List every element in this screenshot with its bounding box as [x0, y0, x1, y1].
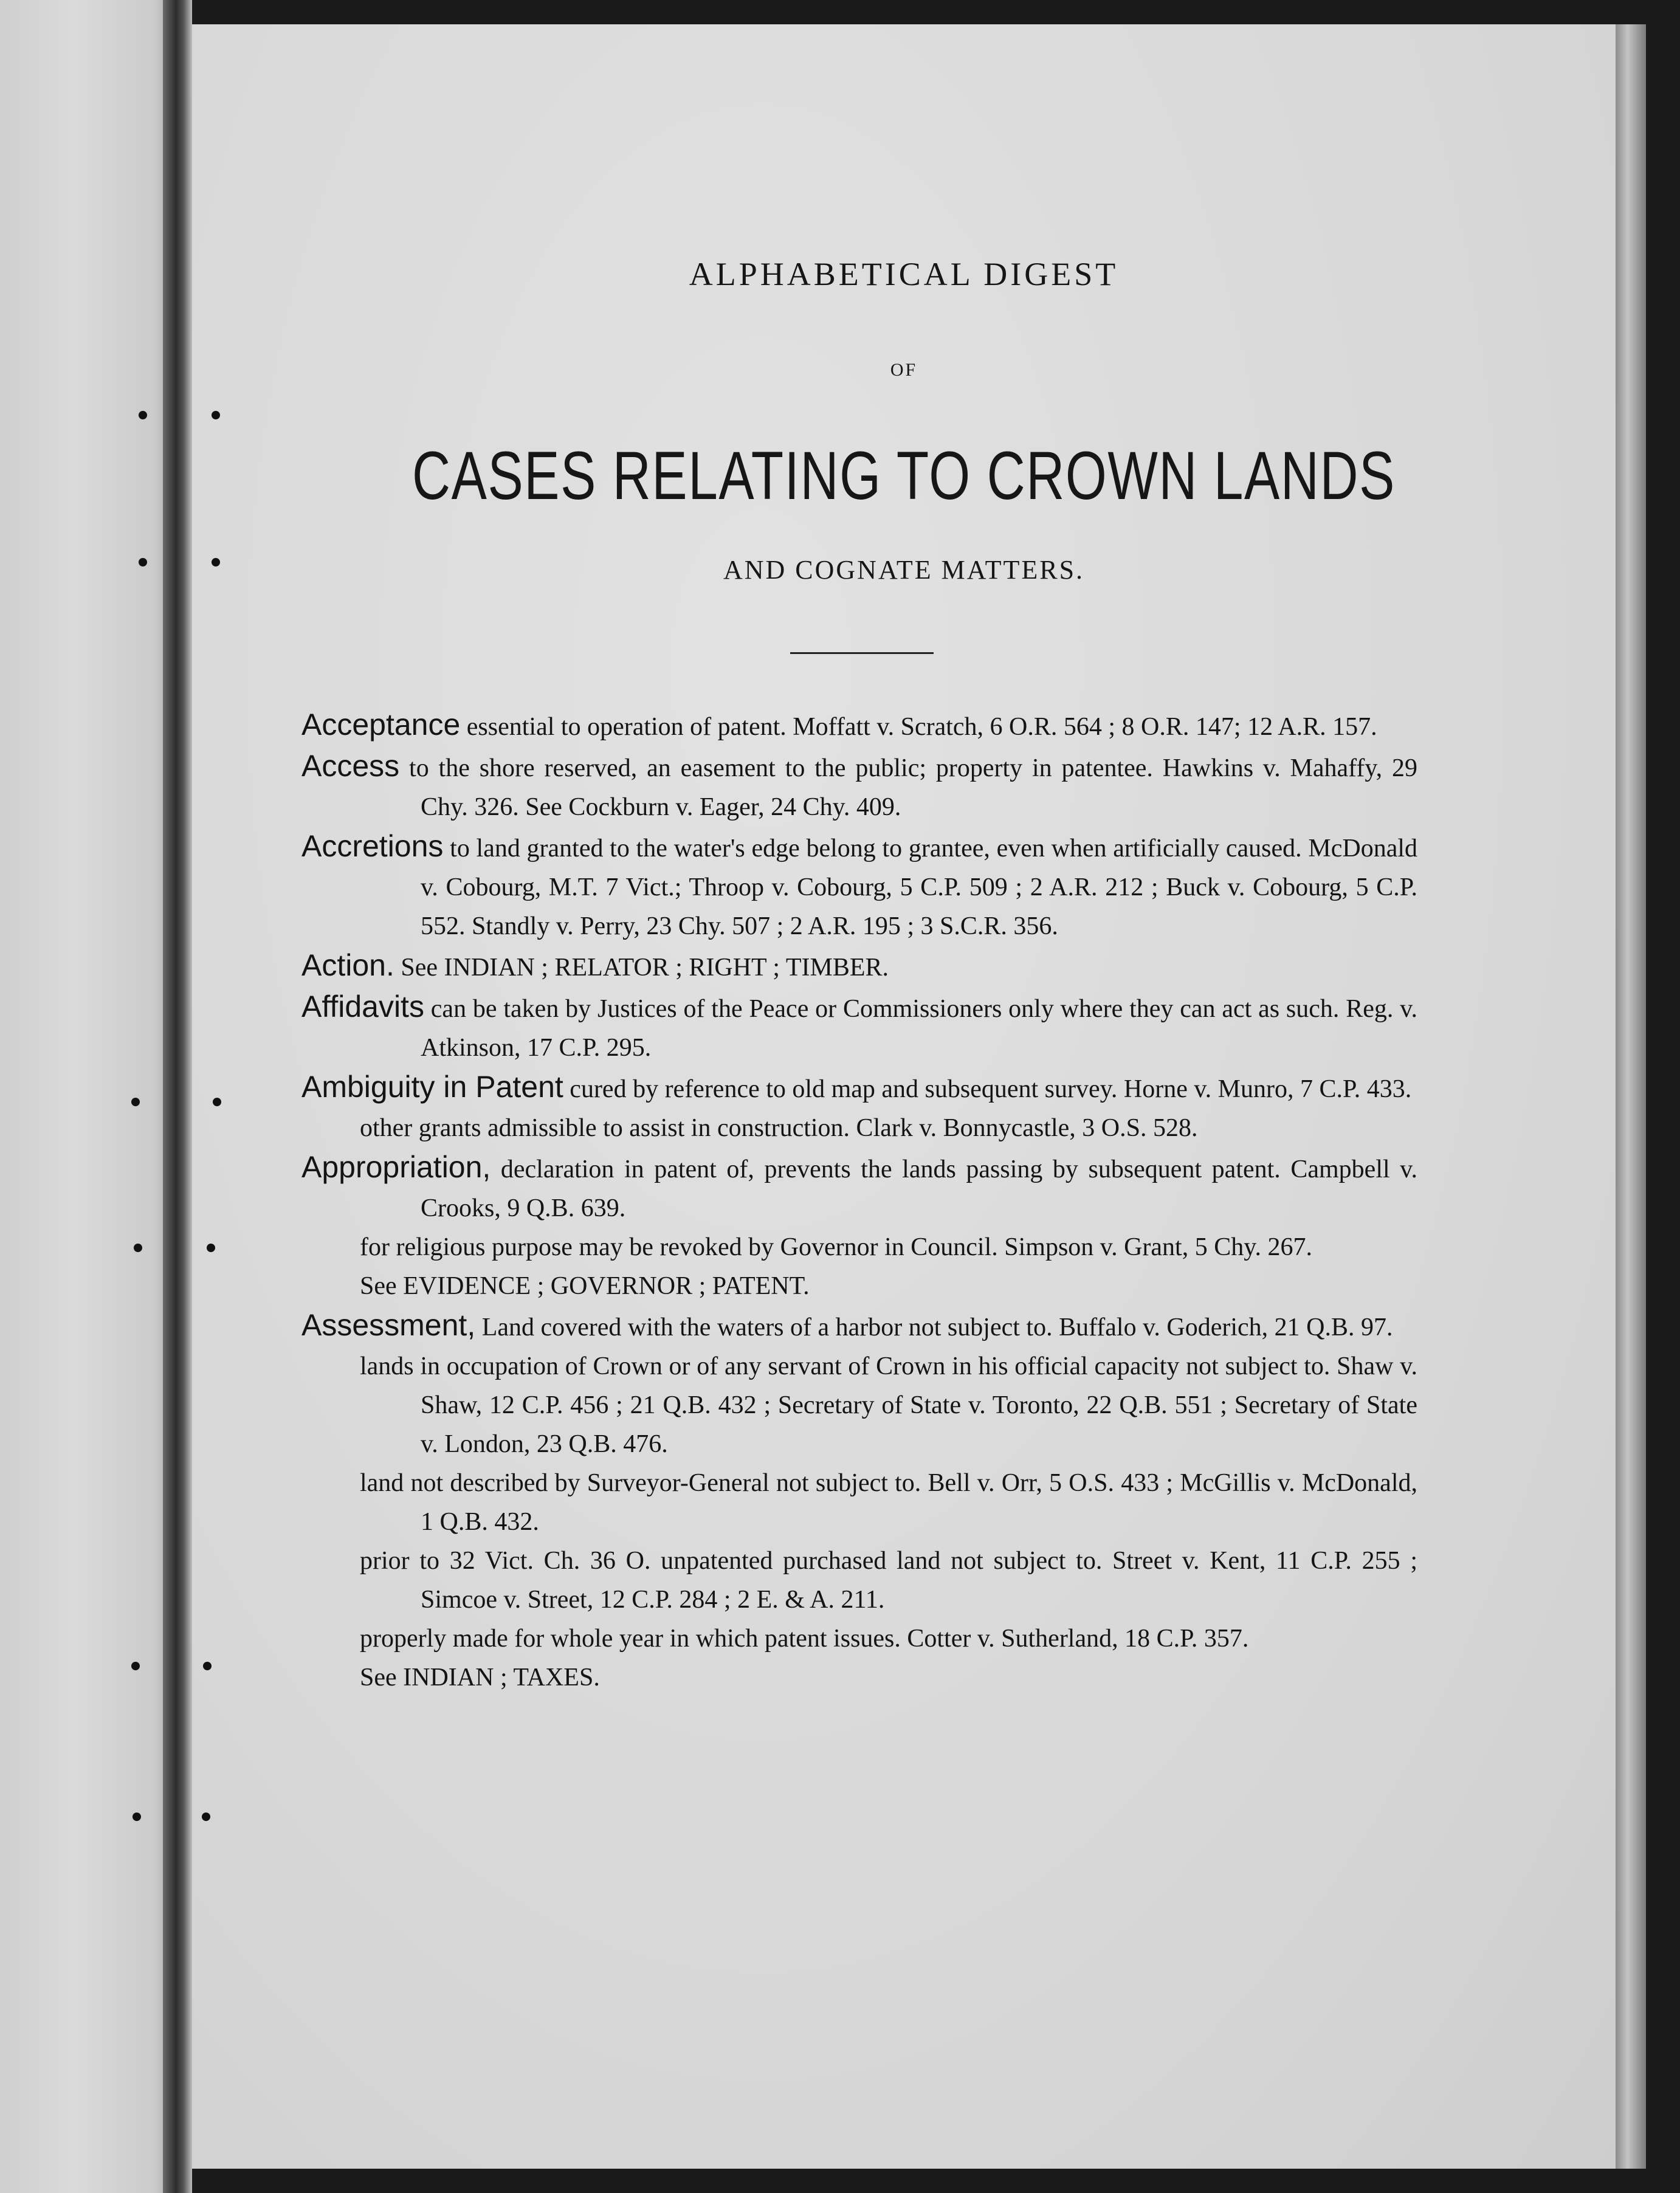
title-line-4: AND COGNATE MATTERS. — [723, 555, 1085, 585]
entry-term: Action. — [301, 948, 394, 982]
binding-hole — [139, 558, 147, 566]
book-binding — [163, 0, 192, 2193]
entry-action — [301, 946, 1417, 987]
sub-entry-text: See EVIDENCE ; GOVERNOR ; PATENT. — [360, 1272, 810, 1300]
entry-term: Access — [301, 749, 400, 783]
page-edge — [1616, 24, 1646, 2169]
entry-term: Accretions — [301, 829, 444, 863]
entry-text: can be taken by Justices of the Peace or Commissioners only where they can act as such. Reg. v. Atkinson, 17 C.P. 295. — [421, 995, 1417, 1062]
title-line-2: OF — [890, 360, 918, 380]
binding-hole — [134, 1244, 142, 1252]
sub-entry — [301, 1228, 1417, 1267]
sub-entry — [301, 1347, 1417, 1464]
entry-acceptance — [301, 705, 1417, 746]
entry-text: to the shore reserved, an easement to the public; property in patentee. Hawkins v. Mahaffy, 29 Chy. 326. See Cockburn v. Eager, 24 Chy. 409. — [409, 754, 1418, 821]
sub-entry-text: other grants admissible to assist in construction. Clark v. Bonnycastle, 3 O.S. 528. — [360, 1114, 1198, 1142]
digest-entries — [301, 705, 1417, 1697]
entry-text: See INDIAN ; RELATOR ; RIGHT ; TIMBER. — [401, 954, 889, 982]
binding-hole — [213, 1098, 221, 1106]
entry-assessment — [301, 1306, 1417, 1347]
facing-page — [0, 0, 182, 2193]
entry-text: declaration in patent of, prevents the lands passing by subsequent patent. Campbell v. Crooks, 9 Q.B. 639. — [421, 1155, 1417, 1222]
entry-term: Appropriation, — [301, 1150, 491, 1184]
entry-term: Affidavits — [301, 990, 424, 1024]
sub-entry-text: for religious purpose may be revoked by Governor in Council. Simpson v. Grant, 5 Chy. 267. — [360, 1233, 1312, 1261]
sub-entry — [301, 1464, 1417, 1541]
entry-text: cured by reference to old map and subsequent survey. Horne v. Munro, 7 C.P. 433. — [570, 1075, 1412, 1103]
sub-entry — [301, 1619, 1417, 1658]
title-divider — [790, 652, 934, 654]
entry-term: Ambiguity in Patent — [301, 1070, 563, 1104]
sub-entry-text: properly made for whole year in which patent issues. Cotter v. Sutherland, 18 C.P. 357. — [360, 1625, 1249, 1653]
binding-hole — [212, 411, 220, 419]
entry-accretions — [301, 827, 1417, 946]
entry-affidavits — [301, 987, 1417, 1067]
sub-entry — [301, 1541, 1417, 1619]
entry-text: to land granted to the water's edge belong to grantee, even when artificially caused. McDonald v. Cobourg, M.T. 7 Vict.; Throop v. Cobourg, 5 C.P. 509 ; 2 A.R. 212 ; Buck v. Cobourg, 5 C.P. 552. Standly v. Perry, 23 Chy. 507 ; 2 A.R. 195 ; 3 S.C.R. 356. — [421, 835, 1418, 940]
sub-entry-text: prior to 32 Vict. Ch. 36 O. unpatented purchased land not subject to. Street v. Kent, 11 C.P. 255 ; Simcoe v. Street, 12 C.P. 284 ; 2 E. & A. 211. — [360, 1547, 1417, 1614]
sub-entry-see-also — [301, 1658, 1417, 1697]
entry-ambiguity-in-patent — [301, 1067, 1417, 1109]
sub-entry — [301, 1109, 1417, 1148]
sub-entry-text: lands in occupation of Crown or of any servant of Crown in his official capacity not subject to. Shaw v. Shaw, 12 C.P. 456 ; 21 Q.B. 432 ; Secretary of State v. Toronto, 22 Q.B. 551 ; Secretary of State v. London, 23 Q.B. 476. — [360, 1352, 1417, 1458]
binding-hole — [131, 1098, 140, 1106]
binding-hole — [133, 1813, 141, 1821]
entry-text: Land covered with the waters of a harbor not subject to. Buffalo v. Goderich, 21 Q.B. 97. — [481, 1313, 1393, 1341]
binding-hole — [207, 1244, 215, 1252]
sub-entry-text: See INDIAN ; TAXES. — [360, 1664, 600, 1692]
entry-text: essential to operation of patent. Moffatt v. Scratch, 6 O.R. 564 ; 8 O.R. 147; 12 A.R. 157. — [466, 713, 1377, 741]
entry-term: Assessment, — [301, 1308, 476, 1342]
binding-hole — [131, 1662, 140, 1670]
entry-term: Acceptance — [301, 707, 461, 742]
entry-access — [301, 746, 1417, 827]
sub-entry-text: land not described by Surveyor-General not subject to. Bell v. Orr, 5 O.S. 433 ; McGillis v. McDonald, 1 Q.B. 432. — [360, 1469, 1417, 1536]
binding-hole — [203, 1662, 212, 1670]
sub-entry-see-also — [301, 1267, 1417, 1306]
binding-hole — [139, 411, 147, 419]
title-line-1: ALPHABETICAL DIGEST — [689, 256, 1119, 292]
page-title: CASES RELATING TO CROWN LANDS — [411, 438, 1396, 514]
binding-hole — [202, 1813, 210, 1821]
entry-appropriation — [301, 1148, 1417, 1228]
